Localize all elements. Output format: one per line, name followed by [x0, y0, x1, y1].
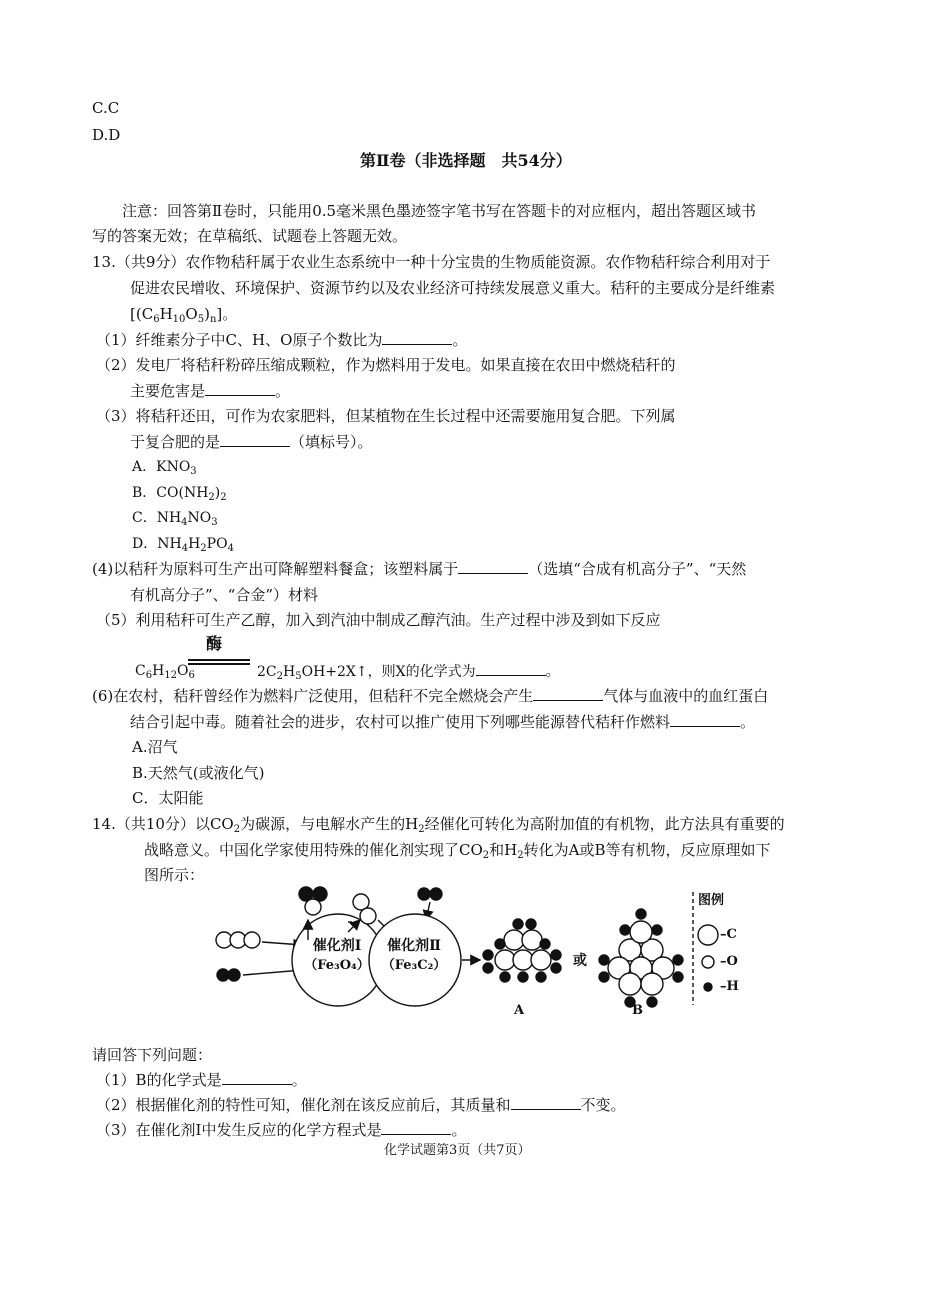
- q13-p6-option-b: B.天然气(或液化气): [132, 764, 265, 782]
- or-label: 或: [573, 953, 587, 969]
- h2o-molecule-icon: [299, 887, 327, 915]
- option-d-prev: D.D: [92, 126, 121, 144]
- q14-part-2: （2）根据催化剂的特性可知，催化剂在该反应前后，其质量和 不变。: [96, 1096, 626, 1114]
- answer-blank[interactable]: [220, 432, 290, 447]
- q13-part-2-line1: （2）发电厂将秸秆粉碎压缩成颗粒，作为燃料用于发电。如果直接在农田中燃烧秸秆的: [96, 356, 676, 374]
- page-footer: 化学试题第3页（共7页）: [384, 1143, 531, 1158]
- legend-hydrogen-icon: [704, 983, 712, 991]
- answer-blank[interactable]: [222, 1070, 292, 1085]
- q13-option-d: D．$NH_4H_2PO_4$: [132, 536, 234, 554]
- answer-blank[interactable]: [458, 559, 528, 574]
- q13-intro-1: 13.（共9分）农作物秸秆属于农业生态系统中一种十分宝贵的生物质能资源。农作物秸秆综合利用对于: [92, 253, 771, 271]
- h2-molecule-icon: [217, 969, 240, 981]
- legend-hydrogen-label: –H: [720, 979, 739, 994]
- q13-option-b: B．$CO(NH_2)_2$: [132, 485, 227, 503]
- section-title: 第Ⅱ卷（非选择题 共54分）: [360, 151, 572, 170]
- molecule-b-label: B: [632, 1003, 643, 1018]
- q13-part-6-line1: (6)在农村，秸秆曾经作为燃料广泛使用，但秸秆不完全燃烧会产生 气体与血液中的血红蛋白: [92, 687, 769, 705]
- q13-option-a: A．$KNO_3$: [132, 459, 197, 477]
- legend-oxygen-icon: [702, 956, 714, 968]
- answer-blank[interactable]: [382, 330, 452, 345]
- answer-blank[interactable]: [670, 712, 740, 727]
- catalyst-1-formula: （Fe₃O₄）: [304, 958, 370, 973]
- q13-intro-2: 促进农民增收、环境保护、资源节约以及农业经济可持续发展意义重大。秸秆的主要成分是纤维素: [130, 279, 776, 297]
- equals-sign: [188, 659, 250, 665]
- q13-part-4-line1: (4)以秸秆为原料可生产出可降解塑料餐盒；该塑料属于 （选填“合成有机高分子”、“天然: [92, 560, 747, 578]
- q13-part-2-line2: 主要危害是 。: [130, 382, 291, 400]
- molecule-b-icon: [599, 909, 683, 1007]
- equation-products: $2C_2H_5OH+2X↑$，则X的化学式为 。: [257, 661, 560, 687]
- co2-molecule-icon: [216, 932, 260, 948]
- answer-blank[interactable]: [511, 1095, 581, 1110]
- legend-oxygen-label: –O: [720, 954, 738, 969]
- q14-intro-2: 战略意义。中国化学家使用特殊的催化剂实现了$CO_2$和$H_2$转化为A或B等有机物，反应原理如下: [144, 841, 771, 861]
- q13-part-6-line2: 结合引起中毒。随着社会的进步，农村可以推广使用下列哪些能源替代秸秆作燃料 。: [130, 713, 756, 731]
- q13-p6-option-a: A.沼气: [132, 738, 178, 756]
- q14-ask: 请回答下列问题：: [92, 1046, 213, 1064]
- q13-part-5-line1: （5）利用秸秆可生产乙醇，加入到汽油中制成乙醇汽油。生产过程中涉及到如下反应: [96, 611, 661, 629]
- molecule-a-icon: [483, 919, 561, 982]
- q13-intro-3: $[(C_6H_{10}O_5)_n]$。: [130, 305, 238, 325]
- q13-part-3-line2: 于复合肥的是 （填标号）。: [130, 433, 373, 451]
- catalyst-2-name: 催化剂Ⅱ: [387, 938, 441, 954]
- q14-intro-3: 图所示：: [144, 866, 205, 884]
- q13-p6-option-c: C．太阳能: [132, 789, 204, 807]
- catalyst-1-name: 催化剂Ⅰ: [312, 938, 362, 954]
- molecule-a-label: A: [514, 1003, 525, 1018]
- reactant-formula: $C_6H_{12}O_6$: [135, 663, 195, 681]
- q13-option-c: C．$NH_4NO_3$: [132, 510, 218, 528]
- q13-part-3-line1: （3）将秸秆还田，可作为农家肥料，但某植物在生长过程中还需要施用复合肥。下列属: [96, 407, 676, 425]
- answer-blank[interactable]: [533, 686, 603, 701]
- q14-part-1: （1）B的化学式是 。: [96, 1071, 307, 1089]
- answer-blank[interactable]: [381, 1120, 451, 1135]
- option-c-prev: C.C: [92, 99, 120, 117]
- q14-part-3: （3）在催化剂Ⅰ中发生反应的化学方程式是 。: [96, 1121, 467, 1139]
- legend-title: 图例: [698, 893, 725, 908]
- notice-line-1: 注意：回答第Ⅱ卷时，只能用0.5毫米黑色墨迹签字笔书写在答题卡的对应框内，超出答题区域书: [122, 202, 757, 220]
- answer-blank[interactable]: [476, 661, 546, 676]
- q14-intro-1: 14.（共10分）以$CO_2$为碳源，与电解水产生的$H_2$经催化可转化为高附加值的有机物，此方法具有重要的: [92, 815, 785, 835]
- enzyme-label: 酶: [206, 634, 223, 653]
- h2-molecule-icon: [418, 888, 442, 900]
- answer-blank[interactable]: [205, 381, 275, 396]
- q13-part-4-line2: 有机高分子”、“合金”）材料: [130, 586, 319, 604]
- legend-carbon-label: –C: [720, 927, 737, 942]
- notice-line-2: 写的答案无效；在草稿纸、试题卷上答题无效。: [92, 227, 408, 245]
- legend-carbon-icon: [698, 925, 718, 945]
- q13-part-1: （1）纤维素分子中C、H、O原子个数比为 。: [96, 331, 468, 349]
- catalyst-2-formula: （Fe₃C₂）: [381, 958, 447, 973]
